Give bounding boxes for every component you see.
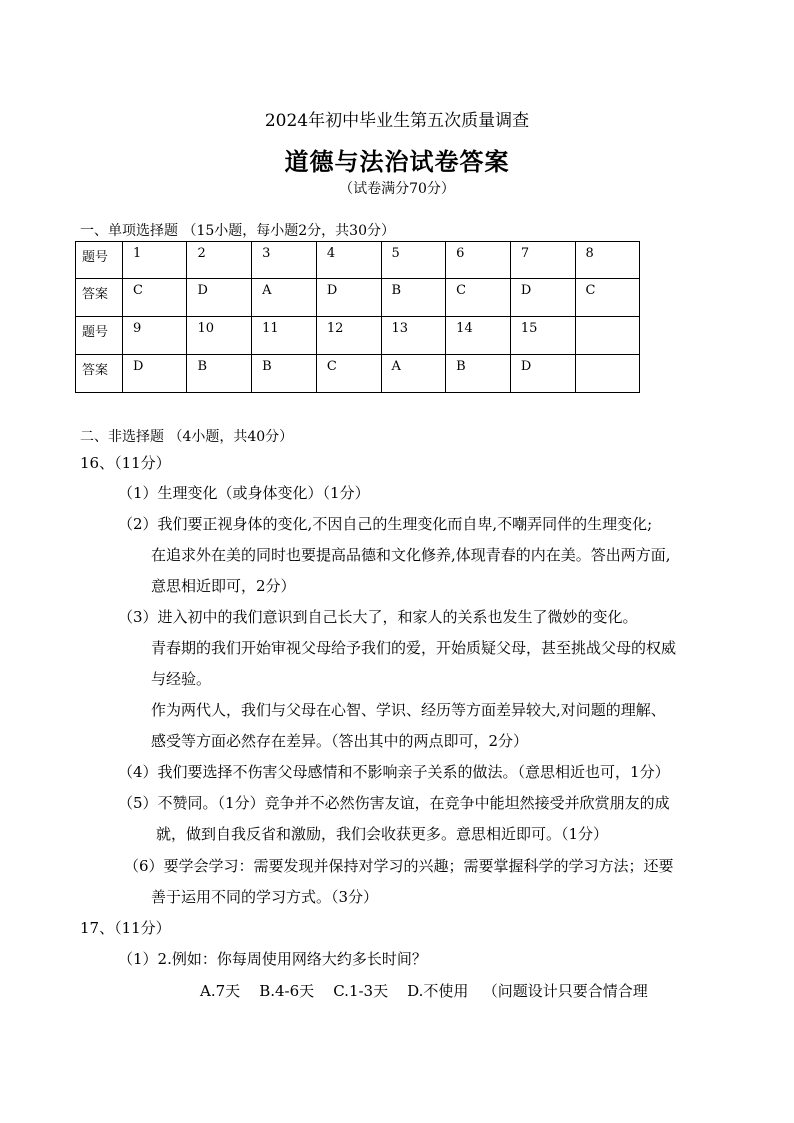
q16-answer-3-line3: 与经验。 — [151, 670, 212, 688]
table-cell: 10 — [187, 317, 252, 355]
section1-heading: 一、单项选择题 （15小题，每小题2分，共30分） — [80, 223, 395, 239]
q17-answer-1: （1）2.例如：你每周使用网络大约多长时间？ — [118, 950, 427, 968]
q16-answer-3-line1: （3）进入初中的我们意识到自己长大了，和家人的关系也发生了微妙的变化。 — [118, 608, 638, 626]
table-cell: C — [123, 279, 187, 317]
table-cell: B — [446, 355, 511, 393]
answer-table — [75, 241, 640, 393]
exam-title: 2024年初中毕业生第五次质量调查 — [264, 111, 530, 131]
table-cell: 3 — [252, 242, 317, 279]
table-cell: 8 — [575, 242, 639, 279]
table-cell: B — [187, 355, 252, 393]
q16-answer-6-line1: （6）要学会学习：需要发现并保持对学习的兴趣；需要掌握科学的学习方法；还要 — [124, 857, 674, 875]
table-cell: D — [187, 279, 252, 317]
q17-title: 17、（11分） — [80, 919, 171, 937]
q16-answer-2-line1: （2）我们要正视身体的变化,不因自己的生理变化而自卑,不嘲弄同伴的生理变化; — [118, 515, 653, 533]
score-note: （试卷满分70分） — [339, 181, 455, 197]
q16-answer-2-line2: 在追求外在美的同时也要提高品德和文化修养,体现青春的内在美。答出两方面, — [151, 546, 671, 564]
table-cell: 9 — [123, 317, 187, 355]
table-cell: 6 — [446, 242, 511, 279]
q16-answer-5-line2: 就，做到自我反省和激励，我们会收获更多。意思相近即可。（1分） — [156, 825, 609, 843]
q16-answer-3-line2: 青春期的我们开始审视父母给予我们的爱，开始质疑父母，甚至挑战父母的权威 — [151, 639, 677, 657]
table-row — [76, 355, 640, 393]
table-row — [76, 279, 640, 317]
table-cell: 12 — [316, 317, 381, 355]
table-cell: C — [575, 279, 639, 317]
table-cell: C — [446, 279, 511, 317]
table-cell: 4 — [316, 242, 381, 279]
table-cell: B — [252, 355, 317, 393]
table-cell: 11 — [252, 317, 317, 355]
q16-answer-5-line1: （5）不赞同。（1分）竞争并不必然伤害友谊，在竞争中能坦然接受并欣赏朋友的成 — [118, 794, 670, 812]
table-cell: 1 — [123, 242, 187, 279]
row-label: 答案 — [76, 279, 123, 317]
table-row — [76, 242, 640, 279]
table-cell: 15 — [510, 317, 575, 355]
table-cell: D — [510, 355, 575, 393]
q16-answer-4: （4）我们要选择不伤害父母感情和不影响亲子关系的做法。（意思相近也可，1分） — [118, 763, 670, 781]
q16-answer-6-line2: 善于运用不同的学习方式。（3分） — [151, 888, 379, 906]
q16-answer-2-line3: 意思相近即可，2分） — [151, 577, 296, 595]
q16-answer-3-line5: 感受等方面必然存在差异。（答出其中的两点即可，2分） — [151, 732, 529, 750]
q16-title: 16、（11分） — [80, 454, 171, 472]
table-cell: B — [381, 279, 446, 317]
table-cell: D — [123, 355, 187, 393]
row-label: 答案 — [76, 355, 123, 393]
row-label: 题号 — [76, 242, 123, 279]
section2-heading: 二、非选择题 （4小题，共40分） — [80, 429, 294, 445]
q16-answer-3-line4: 作为两代人，我们与父母在心智、学识、经历等方面差异较大,对问题的理解、 — [151, 701, 666, 719]
table-row — [76, 317, 640, 355]
row-label: 题号 — [76, 317, 123, 355]
q17-options: A.7天 B.4-6天 C.1-3天 D.不使用 （问题设计只要合情合理 — [200, 982, 648, 1000]
table-cell: A — [252, 279, 317, 317]
exam-subtitle: 道德与法治试卷答案 — [284, 147, 510, 176]
table-cell: 14 — [446, 317, 511, 355]
table-cell — [575, 317, 639, 355]
table-cell: 5 — [381, 242, 446, 279]
table-cell: C — [316, 355, 381, 393]
table-cell: D — [510, 279, 575, 317]
table-cell: 7 — [510, 242, 575, 279]
table-cell: 13 — [381, 317, 446, 355]
table-cell: 2 — [187, 242, 252, 279]
table-cell: D — [316, 279, 381, 317]
table-cell: A — [381, 355, 446, 393]
table-cell — [575, 355, 639, 393]
q16-answer-1: （1）生理变化（或身体变化）（1分） — [118, 484, 370, 502]
